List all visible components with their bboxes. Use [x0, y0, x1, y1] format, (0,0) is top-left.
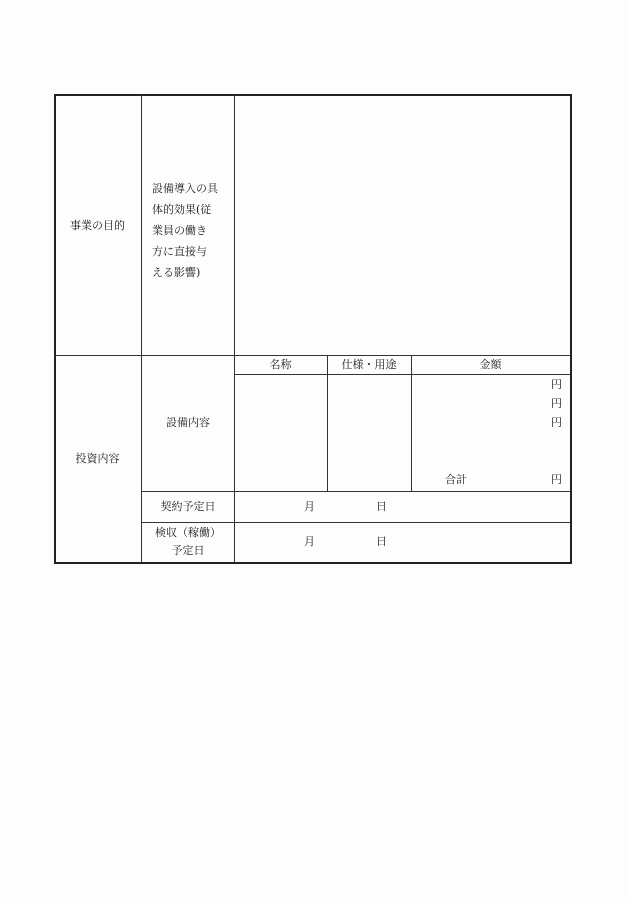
col-divider-spec-amount — [411, 355, 412, 491]
effect-label-line: える影響) — [152, 266, 201, 279]
equipment-name-cell[interactable] — [235, 375, 327, 491]
effect-label-line: 体的効果(従 — [152, 203, 212, 216]
amount-yen: 円 — [551, 416, 562, 429]
row-divider-main — [54, 355, 570, 356]
header-amount: 金額 — [479, 358, 502, 371]
inspection-day: 日 — [376, 535, 387, 548]
equipment-label: 設備内容 — [166, 416, 210, 429]
contract-date-label: 契約予定日 — [160, 500, 216, 513]
contract-day: 日 — [376, 500, 387, 513]
effect-label-line: 方に直接与 — [152, 245, 207, 258]
effect-label-line: 業員の働き — [152, 224, 207, 237]
amount-yen: 円 — [551, 397, 562, 410]
inspection-month: 月 — [304, 535, 315, 548]
application-form — [54, 94, 570, 562]
header-spec: 仕様・用途 — [341, 358, 397, 371]
row-divider-contract — [141, 491, 570, 492]
inspection-date-label: 検収（稼働） — [155, 526, 221, 539]
effect-label — [152, 178, 232, 283]
business-purpose-label: 事業の目的 — [70, 219, 125, 232]
amount-yen: 円 — [551, 378, 562, 391]
total-yen: 円 — [551, 473, 562, 486]
row-divider-inspection — [141, 522, 570, 523]
investment-label: 投資内容 — [75, 452, 120, 465]
equipment-spec-cell[interactable] — [328, 375, 411, 491]
inspection-date-label-2: 予定日 — [171, 544, 205, 557]
header-name: 名称 — [269, 358, 292, 371]
business-purpose-content[interactable] — [235, 95, 568, 354]
total-label: 合計 — [445, 473, 467, 486]
effect-label-line: 設備導入の具 — [152, 182, 218, 195]
contract-month: 月 — [304, 500, 315, 513]
